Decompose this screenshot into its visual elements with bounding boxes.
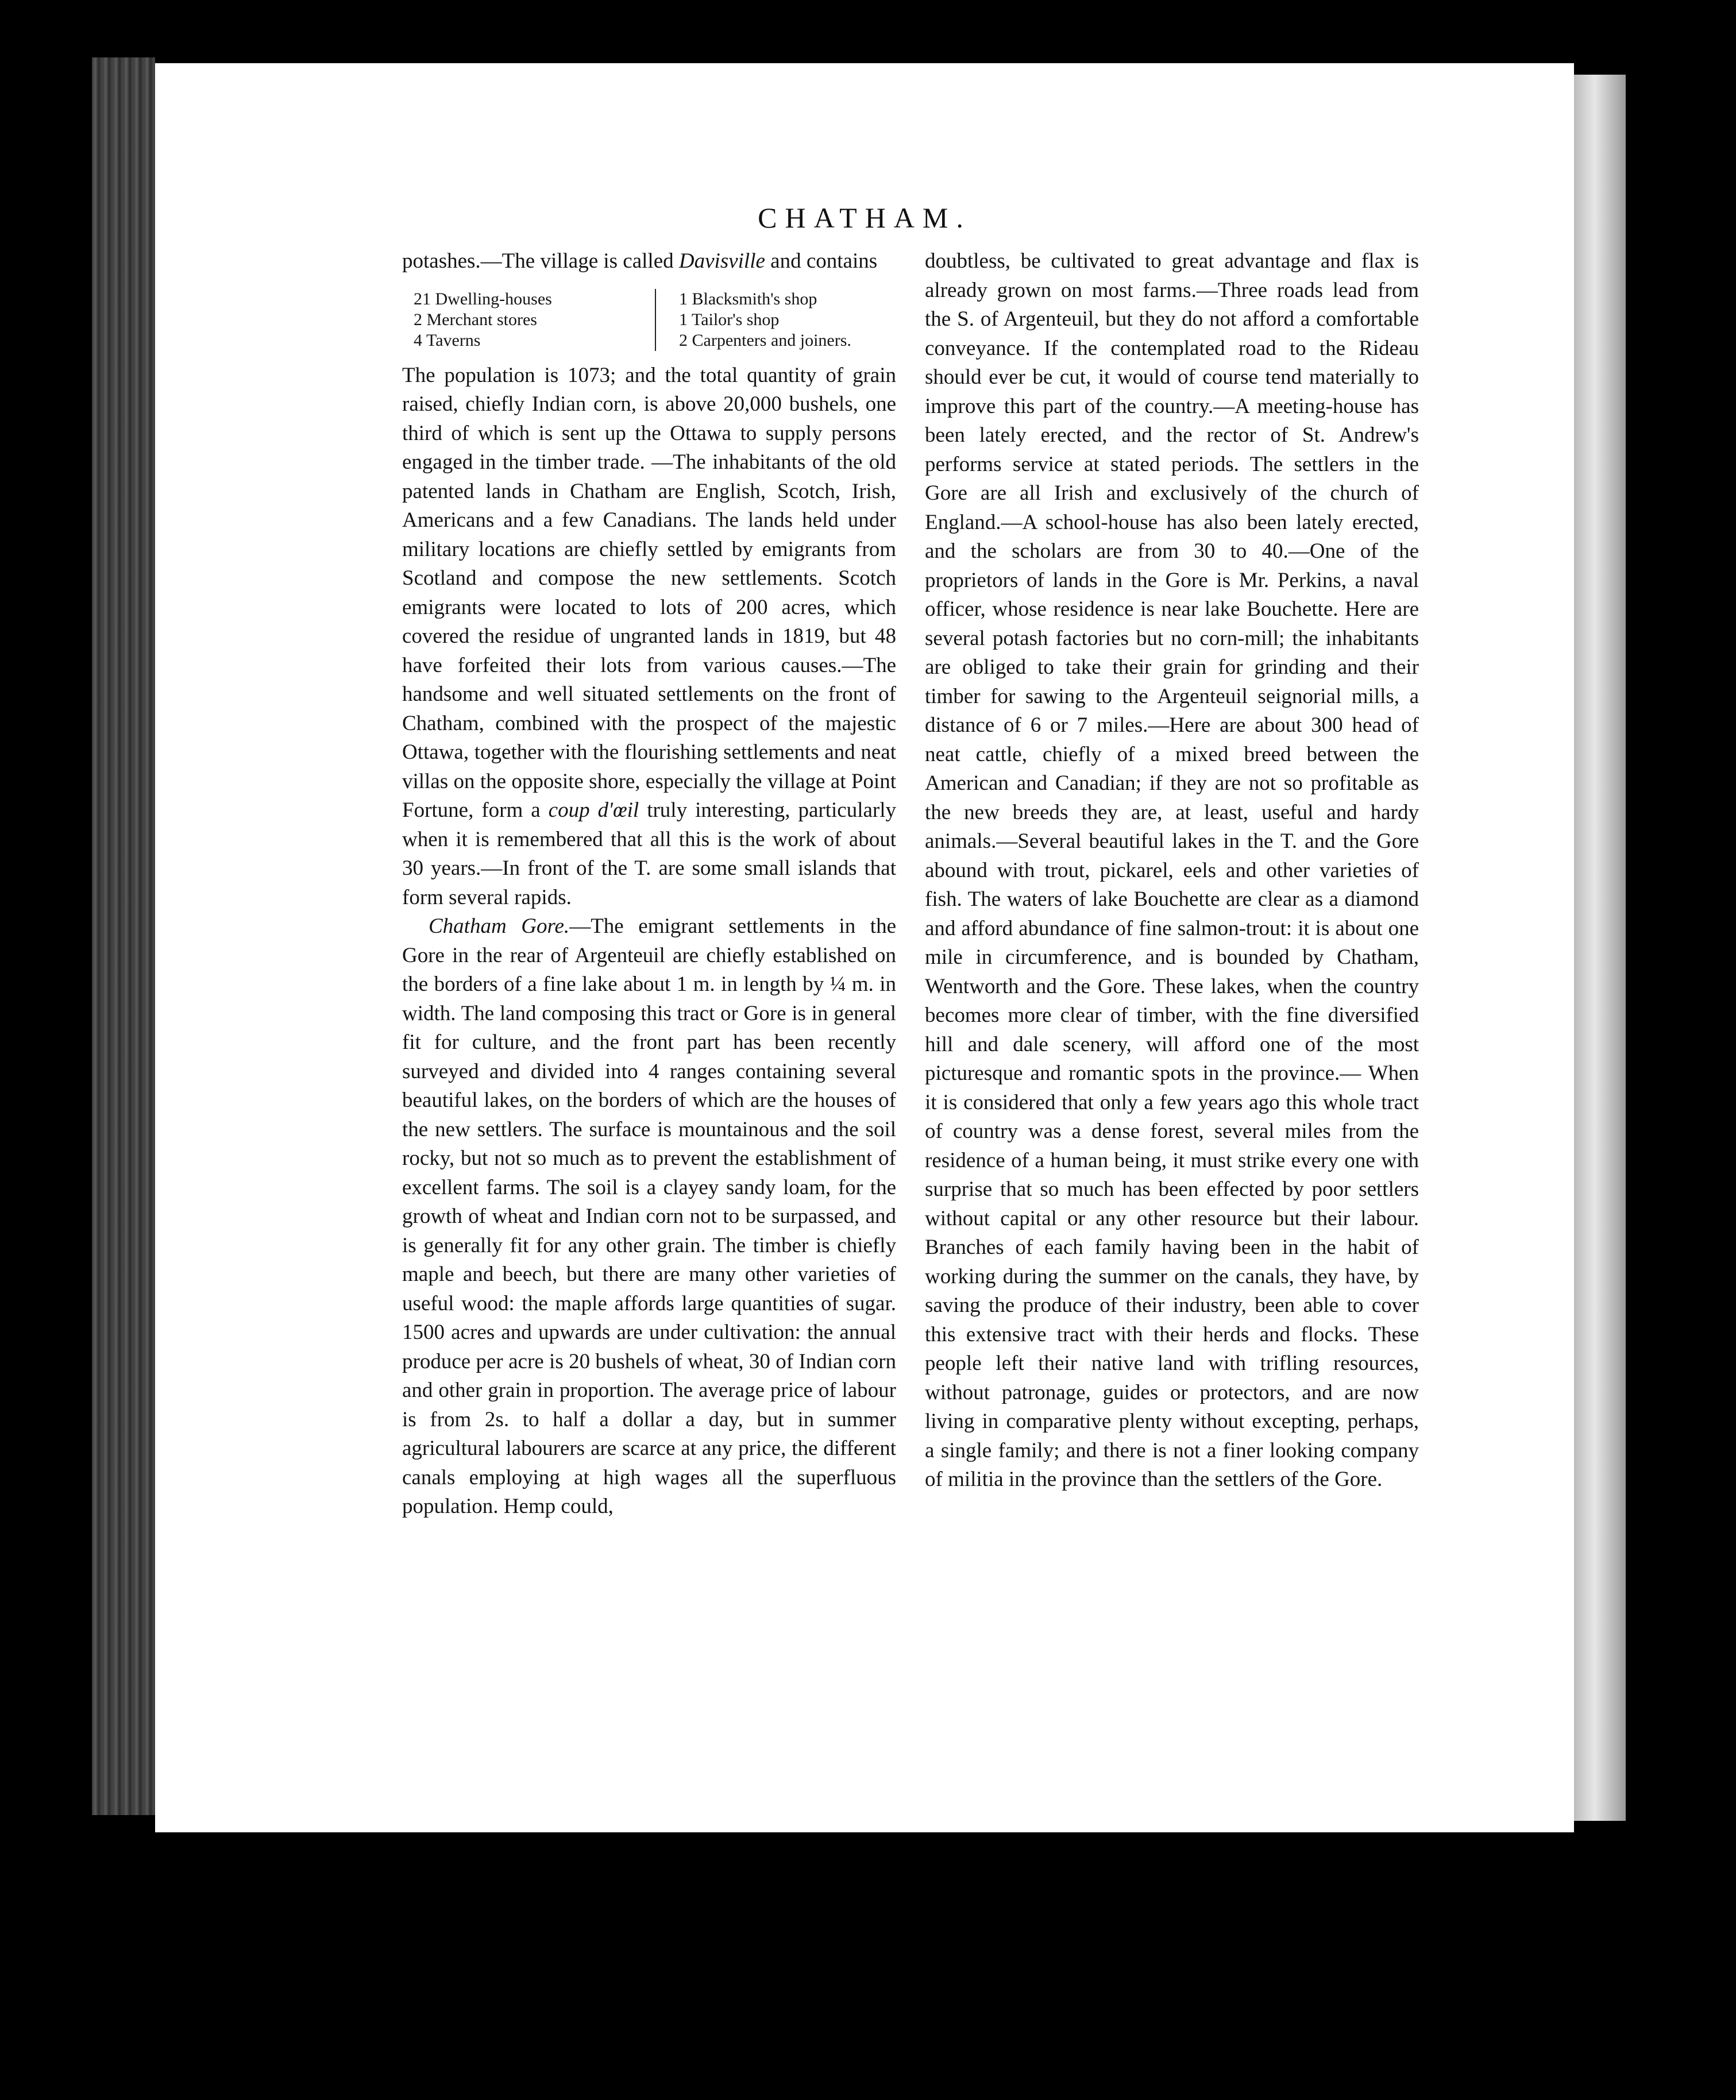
inventory-item: 2 Carpenters and joiners. bbox=[679, 330, 851, 350]
paragraph-text: truly interesting, particularly when it is remembered that all this is the work of about 30 years.—In front of the T. are some small islands that form several rapids. bbox=[402, 798, 897, 909]
book-page bbox=[155, 63, 1574, 1832]
italic-phrase: coup d'œil bbox=[548, 798, 639, 822]
village-name: Davisville bbox=[678, 249, 765, 273]
intro-paragraph bbox=[402, 247, 896, 276]
population-paragraph bbox=[402, 361, 896, 913]
running-head: CHATHAM. bbox=[758, 202, 971, 234]
right-column bbox=[925, 247, 1419, 1495]
intro-text-end: and contains bbox=[765, 249, 878, 273]
chatham-gore-paragraph bbox=[402, 912, 896, 1522]
inventory-item: 1 Tailor's shop bbox=[679, 310, 780, 329]
section-heading: Chatham Gore. bbox=[429, 914, 570, 938]
next-page-edge bbox=[1574, 75, 1626, 1821]
book-spine-edge bbox=[92, 57, 155, 1815]
inventory-right-list bbox=[655, 289, 851, 351]
inventory-left-list bbox=[402, 289, 655, 351]
paragraph-text: —The emigrant settlements in the Gore in the rear of Argenteuil are chiefly established on the borders of a fine lake about 1 m. in length by ¼ m. in width. The land composing this tract or Gore is in general fit for culture, and the front part has been recently surveyed and divided into 4 ranges containing several beautiful lakes, on the borders of which are the houses of the new settlers. The surface is mountainous and the soil rocky, but not so much as to prevent the establishment of excellent farms. The soil is a clayey sandy loam, for the growth of wheat and Indian corn not to be surpassed, and is generally fit for any other grain. The timber is chiefly maple and beech, but there are many other varieties of useful wood: the maple affords large quantities of sugar. 1500 acres and upwards are under cultivation: the annual produce per acre is 20 bushels of wheat, 30 of Indian corn and other grain in proportion. The average price of labour is from 2s. to half a dollar a day, but in summer agricultural labourers are scarce at any price, the different canals employing at high wages all the superfluous population. Hemp could, bbox=[402, 914, 896, 1518]
inventory-item: 1 Blacksmith's shop bbox=[679, 289, 817, 308]
inventory-item: 4 Taverns bbox=[414, 330, 481, 350]
intro-text: potashes.—The village is called bbox=[402, 249, 679, 273]
gore-continuation-paragraph: doubtless, be cultivated to great advantage and flax is already grown on most farms.—Three roads lead from the S. of Argenteuil, but they do not afford a comfortable conveyance. If the contemplated road to the Rideau should ever be cut, it would of course tend materially to improve this part of the country.—A meeting-house has been lately erected, and the rector of St. Andrew's performs service at stated periods. The settlers in the Gore are all Irish and exclusively of the church of England.—A school-house has also been lately erected, and the scholars are from 30 to 40.—One of the proprietors of lands in the Gore is Mr. Perkins, a naval officer, whose residence is near lake Bouchette. Here are several potash factories but no corn-mill; the inhabitants are obliged to take their grain for grinding and their timber for sawing to the Argenteuil seignorial mills, a distance of 6 or 7 miles.—Here are about 300 head of neat cattle, chiefly of a mixed breed between the American and Canadian; if they are not so profitable as the new breeds they are, at least, useful and hardy animals.—Several beautiful lakes in the T. and the Gore abound with trout, pickarel, eels and other varieties of fish. The waters of lake Bouchette are clear as a diamond and afford abundance of fine salmon-trout: it is about one mile in circumference, and is bounded by Chatham, Wentworth and the Gore. These lakes, when the country becomes more clear of timber, with the fine diversified hill and dale scenery, will afford one of the most picturesque and romantic spots in the province.— When it is considered that only a few years ago this whole tract of country was a dense forest, several miles from the residence of a human being, it must strike every one with surprise that so much has been effected by poor settlers without capital or any other resource but their labour. Branches of each family having been in the habit of working during the summer on the canals, they have, by saving the produce of their industry, been able to cover this extensive tract with their herds and flocks. These people left their native land with trifling resources, without patronage, guides or protectors, and are now living in comparative plenty without excepting, perhaps, a single family; and there is not a finer looking company of militia in the province than the settlers of the Gore. bbox=[925, 249, 1419, 1491]
village-inventory bbox=[402, 289, 896, 351]
inventory-item: 2 Merchant stores bbox=[414, 310, 537, 329]
paragraph-text: The population is 1073; and the total quantity of grain raised, chiefly Indian corn, is above 20,000 bushels, one third of which is sent up the Ottawa to supply persons engaged in the timber trade. —The inhabitants of the old patented lands in Chatham are English, Scotch, Irish, Americans and a few Canadians. The lands held under military locations are chiefly settled by emigrants from Scotland and compose the new settlements. Scotch emigrants were located to lots of 200 acres, which covered the residue of ungranted lands in 1819, but 48 have forfeited their lots from various causes.—The handsome and well situated settlements on the front of Chatham, combined with the prospect of the majestic Ottawa, together with the flourishing settlements and neat villas on the opposite shore, especially the village at Point Fortune, form a bbox=[402, 363, 896, 822]
inventory-item: 21 Dwelling-houses bbox=[414, 289, 552, 308]
left-column bbox=[402, 247, 896, 1522]
